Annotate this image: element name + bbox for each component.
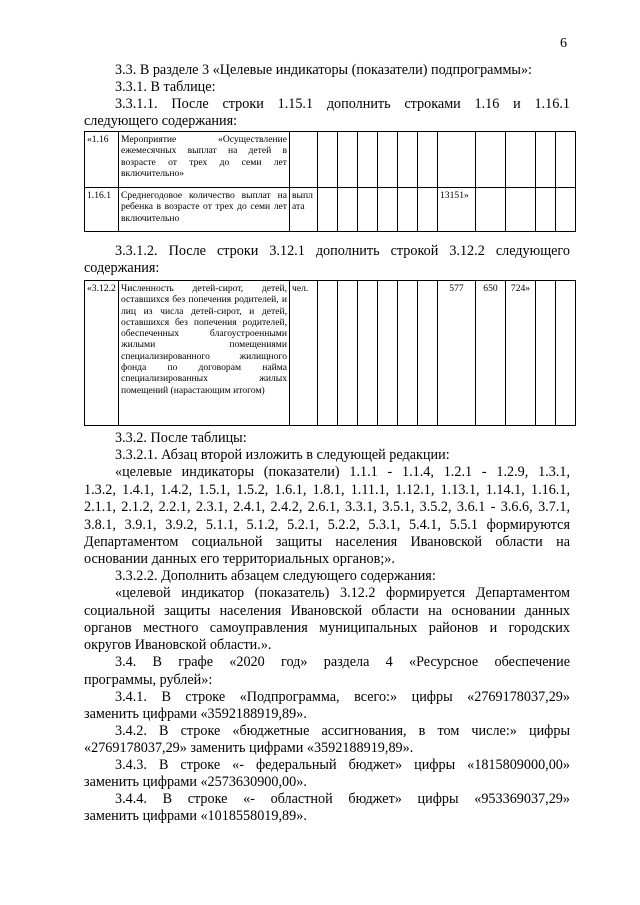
value-cell [556, 132, 576, 188]
para-3-3-1-2: 3.3.1.2. После строки 3.12.1 дополнить строкой 3.12.2 следующего [115, 243, 570, 259]
value-cell [338, 132, 358, 188]
indicator-table-1 [84, 131, 576, 232]
value-cell [506, 188, 536, 232]
row-name: Мероприятие «Осуществление ежемесячных выплат на детей в возрасте от трех до семи лет включительно» [119, 132, 290, 188]
para-3-4-3: 3.4.3. В строке «- федеральный бюджет» цифры «1815809000,00» [115, 757, 570, 773]
value-cell [418, 281, 438, 426]
value-cell [476, 132, 506, 188]
value-cell [398, 132, 418, 188]
value-cell [506, 132, 536, 188]
row-unit: выплата [290, 188, 318, 232]
value-cell [438, 132, 476, 188]
value-cell [398, 281, 418, 426]
para-3-3-1-1: 3.3.1.1. После строки 1.15.1 дополнить строками 1.16 и 1.16.1 [115, 96, 570, 112]
para-3-4-1-cont: заменить цифрами «3592188919,89». [84, 706, 307, 722]
value-cell [338, 281, 358, 426]
row-unit [290, 132, 318, 188]
para-3-4-cont: программы, рублей»: [84, 672, 213, 688]
quote2-line: округов Ивановской области.». [84, 637, 272, 653]
quote1-line: 1.3.2, 1.4.1, 1.4.2, 1.5.1, 1.5.2, 1.6.1, 1.8.1, 1.11.1, 1.12.1, 1.13.1, 1.14.1, 1.16.1, [84, 482, 570, 498]
value-cell [318, 281, 338, 426]
quote1-line: основании данных его территориальных органов;». [84, 551, 395, 567]
value-cell: 13151» [438, 188, 476, 232]
table-row [85, 281, 576, 426]
para-3-4-2-cont: «2769178037,29» заменить цифрами «3592188919,89». [84, 740, 414, 756]
quote1-line: 3.8.1, 3.9.1, 3.9.2, 5.1.1, 5.1.2, 5.2.1, 5.2.2, 5.3.1, 5.4.1, 5.5.1 формируются [84, 517, 570, 533]
value-cell [358, 188, 378, 232]
value-cell [378, 188, 398, 232]
para-3-4-3-cont: заменить цифрами «2573630900,00». [84, 774, 307, 790]
value-cell [556, 281, 576, 426]
value-cell [536, 132, 556, 188]
quote2-line: органов местного самоуправления муниципальных районов и городских [84, 620, 570, 636]
value-cell [318, 188, 338, 232]
para-3-3-2-2: 3.3.2.2. Дополнить абзацем следующего содержания: [115, 568, 436, 584]
value-cell [398, 188, 418, 232]
value-cell [418, 188, 438, 232]
para-3-3-2: 3.3.2. После таблицы: [115, 430, 247, 446]
para-3-4-4-cont: заменить цифрами «1018558019,89». [84, 808, 307, 824]
value-cell: 650 [476, 281, 506, 426]
para-3-3-1-1-cont: следующего содержания: [84, 113, 238, 129]
para-3-3-1-2-cont: содержания: [84, 260, 160, 276]
para-3-4-2: 3.4.2. В строке «бюджетные ассигнования, в том числе:» цифры [115, 723, 570, 739]
value-cell [318, 132, 338, 188]
value-cell [418, 132, 438, 188]
row-number: 1.16.1 [85, 188, 119, 232]
value-cell [476, 188, 506, 232]
value-cell [378, 281, 398, 426]
value-cell: 724» [506, 281, 536, 426]
row-unit: чел. [290, 281, 318, 426]
para-3-4-4: 3.4.4. В строке «- областной бюджет» цифры «953369037,29» [115, 791, 570, 807]
para-3-4: 3.4. В графе «2020 год» раздела 4 «Ресурсное обеспечение [115, 654, 570, 670]
row-name: Среднегодовое количество выплат на ребенка в возрасте от трех до семи лет включительно [119, 188, 290, 232]
quote1-line: «целевые индикаторы (показатели) 1.1.1 - 1.1.4, 1.2.1 - 1.2.9, 1.3.1, [115, 464, 570, 480]
value-cell: 577 [438, 281, 476, 426]
value-cell [358, 132, 378, 188]
quote1-line: 2.1.1, 2.1.2, 2.2.1, 2.3.1, 2.4.1, 2.4.2, 2.6.1, 3.3.1, 3.5.1, 3.5.2, 3.6.1 - 3.6.6, 3.7.1, [84, 499, 570, 515]
value-cell [358, 281, 378, 426]
para-3-3-2-1: 3.3.2.1. Абзац второй изложить в следующей редакции: [115, 447, 450, 463]
para-3-4-1: 3.4.1. В строке «Подпрограмма, всего:» цифры «2769178037,29» [115, 689, 570, 705]
para-3-3: 3.3. В разделе 3 «Целевые индикаторы (показатели) подпрограммы»: [115, 62, 532, 78]
row-number: «3.12.2 [85, 281, 119, 426]
value-cell [338, 188, 358, 232]
value-cell [378, 132, 398, 188]
quote2-line: «целевой индикатор (показатель) 3.12.2 формируется Департаментом [115, 585, 570, 601]
value-cell [536, 188, 556, 232]
quote2-line: социальной защиты населения Ивановской области на основании данных [84, 603, 570, 619]
table-row [85, 132, 576, 188]
indicator-table-2 [84, 280, 576, 426]
row-name: Численность детей-сирот, детей, оставшихся без попечения родителей, и лиц из числа детей-сирот, и детей, оставшихся без попечения родителей, обеспеченных благоустроенными жилыми помещениями специализированного жилищного фонда по договорам найма специализированных жилых помещений (нарастающим итогом) [119, 281, 290, 426]
table-row [85, 188, 576, 232]
row-number: «1.16 [85, 132, 119, 188]
page-number: 6 [560, 36, 567, 51]
para-3-3-1: 3.3.1. В таблице: [115, 79, 216, 95]
value-cell [556, 188, 576, 232]
value-cell [536, 281, 556, 426]
quote1-line: Департаментом социальной защиты населения Ивановской области на [84, 534, 570, 550]
